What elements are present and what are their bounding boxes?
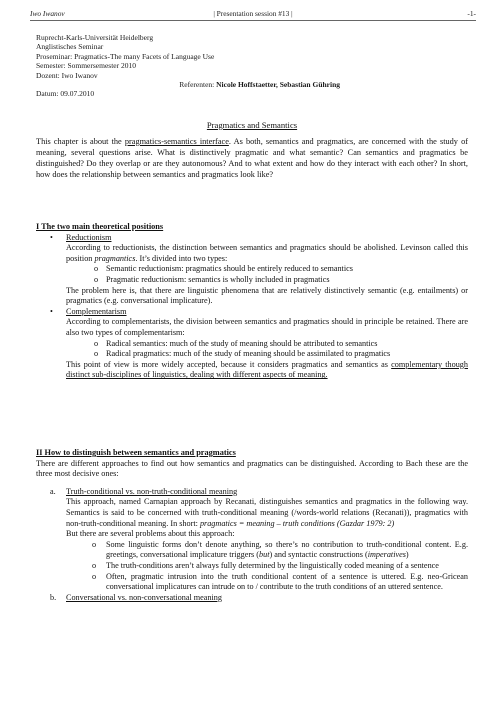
sub-item xyxy=(36,349,468,360)
reductionism-paragraph xyxy=(36,243,468,264)
semester: Semester: Sommersemester 2010 xyxy=(36,61,136,71)
bullet-icon: • xyxy=(50,232,53,242)
approach-a-problems-intro: But there are several problems about this approach: xyxy=(66,529,235,539)
section-1 xyxy=(36,222,468,381)
bullet-label: Complementarism xyxy=(66,306,127,316)
reductionism-problem: The problem here is, that there are linguistic phenomena that are relatively distinctively semantic (e.g. entailments) or pragmatics (e.g. conversational implicature). xyxy=(66,285,468,306)
circle-bullet-icon: o xyxy=(94,264,99,274)
sub-item xyxy=(36,572,468,593)
circle-bullet-icon: o xyxy=(94,338,99,348)
text-italic: imperatives xyxy=(367,550,406,560)
intro-text: This chapter is about the xyxy=(36,137,125,146)
list-letter: b. xyxy=(50,592,57,602)
sub-item-text: Radical semantics: much of the study of meaning should be attributed to semantics xyxy=(106,338,378,348)
sub-item xyxy=(36,339,468,350)
text: This approach, named Carnapian approach by Recanati, distinguishes semantics and pragmatics in the following way. Semantics is said to be concerned with truth-conditional meaning (/words-world relations (Recanati)), pragmatics with non-truth-conditional meaning. In short: xyxy=(66,497,468,528)
section-2 xyxy=(36,448,468,603)
complementarism-paragraph: According to complementarists, the division between semantics and pragmatics should in principle be retained. There are also two types of complementarism: xyxy=(66,317,468,337)
department: Anglistisches Seminar xyxy=(36,42,104,52)
header-session: | Presentation session #13 | xyxy=(213,9,293,18)
text: Some linguistic forms don’t denote anything, so there’s no contribution to truth-conditional content. E.g. greetings, conversational implicature triggers ( xyxy=(106,539,468,560)
text-italic: pragmatics = meaning – truth conditions (Gazdar 1979: 2) xyxy=(199,518,395,528)
sub-item-text: Pragmatic reductionism: semantics is wholly included in pragmatics xyxy=(106,274,330,284)
text-underlined: complementary though distinct sub-disciplines of linguistics, dealing with different aspects of meaning. xyxy=(66,359,468,380)
header-page-number: -1- xyxy=(467,9,476,18)
approach-a-label: Truth-conditional vs. non-truth-conditional meaning xyxy=(66,486,238,496)
text: . It’s divided into two types: xyxy=(135,253,228,263)
university: Ruprecht-Karls-Universität Heidelberg xyxy=(36,33,154,42)
sub-item-text: Semantic reductionism: pragmatics should be entirely reduced to semantics xyxy=(106,264,353,274)
intro-link: pragmatics-semantics interface xyxy=(124,137,229,146)
text-italic: pragmantics xyxy=(94,253,136,263)
bullet-complementarism xyxy=(36,307,468,318)
sub-item xyxy=(36,264,468,275)
referenten xyxy=(36,80,476,89)
section-2-intro: There are different approaches to find out how semantics and pragmatics can be distinguished. According to Bach these are the three most decisive ones: xyxy=(36,458,468,479)
complementarism-conclusion xyxy=(36,360,468,381)
approach-b-label: Conversational vs. non-conversational meaning xyxy=(66,592,222,602)
text-italic: but xyxy=(259,550,270,560)
circle-bullet-icon: o xyxy=(94,349,99,359)
sub-item xyxy=(36,275,468,286)
course: Proseminar: Pragmatics-The many Facets of Language Use xyxy=(36,51,215,61)
section-1-heading: I The two main theoretical positions xyxy=(36,222,164,231)
approach-a xyxy=(36,487,468,498)
text: ) xyxy=(405,550,409,560)
bullet-reductionism xyxy=(36,233,468,244)
bullet-label: Reductionism xyxy=(66,232,112,242)
document-title: Pragmatics and Semantics xyxy=(206,120,298,130)
page-header xyxy=(30,9,476,21)
circle-bullet-icon: o xyxy=(94,274,99,284)
sub-item-text: Often, pragmatic intrusion into the truth conditional content of a sentence is uttered. E.g. neo-Gricean conversational implicatures can intrude on to / contribute to the truth conditions of an uttered sentence. xyxy=(106,571,468,592)
text: ) and syntactic constructions ( xyxy=(269,550,368,560)
text: According to reductionists, the distinction between semantics and pragmatics should be abolished. Levinson called this position xyxy=(66,243,468,263)
sub-item xyxy=(36,561,468,572)
referenten-label: Referenten: xyxy=(179,80,215,90)
circle-bullet-icon: o xyxy=(92,560,97,570)
header-author: Iwo Iwanov xyxy=(30,9,65,18)
lecturer: Dozent: Iwo Iwanov xyxy=(36,70,98,80)
referenten-names: Nicole Hoffstaetter, Sebastian Gühring xyxy=(216,80,340,90)
approach-b xyxy=(36,593,468,604)
date: Datum: 09.07.2010 xyxy=(36,89,95,99)
intro-paragraph xyxy=(36,136,468,180)
intro-text-2: . As both, semantics and pragmatics, are concerned with the study of meaning, several questions arise. What is distinctively pragmatic and what semantic? Can semantics and pragmatics be distinguished? Do they overlap or are they autonomous? And to what extent and how do they interact with each other? In short, how does the relationship between semantics and pragmatics look like? xyxy=(36,137,468,179)
sub-item-text: The truth-conditions aren’t always fully determined by the linguistically coded meaning of a sentence xyxy=(106,560,439,570)
sub-item xyxy=(36,540,468,561)
sub-item-text: Radical pragmatics: much of the study of meaning should be assimilated to pragmatics xyxy=(106,349,391,359)
circle-bullet-icon: o xyxy=(92,571,97,581)
approach-a-paragraph xyxy=(36,497,468,529)
section-2-heading: II How to distinguish between semantics and pragmatics xyxy=(36,448,236,457)
text: This point of view is more widely accepted, because it considers pragmatics and semantics as xyxy=(66,359,392,369)
document-meta xyxy=(36,33,476,99)
bullet-icon: • xyxy=(50,306,53,316)
list-letter: a. xyxy=(50,486,56,496)
circle-bullet-icon: o xyxy=(92,539,97,549)
